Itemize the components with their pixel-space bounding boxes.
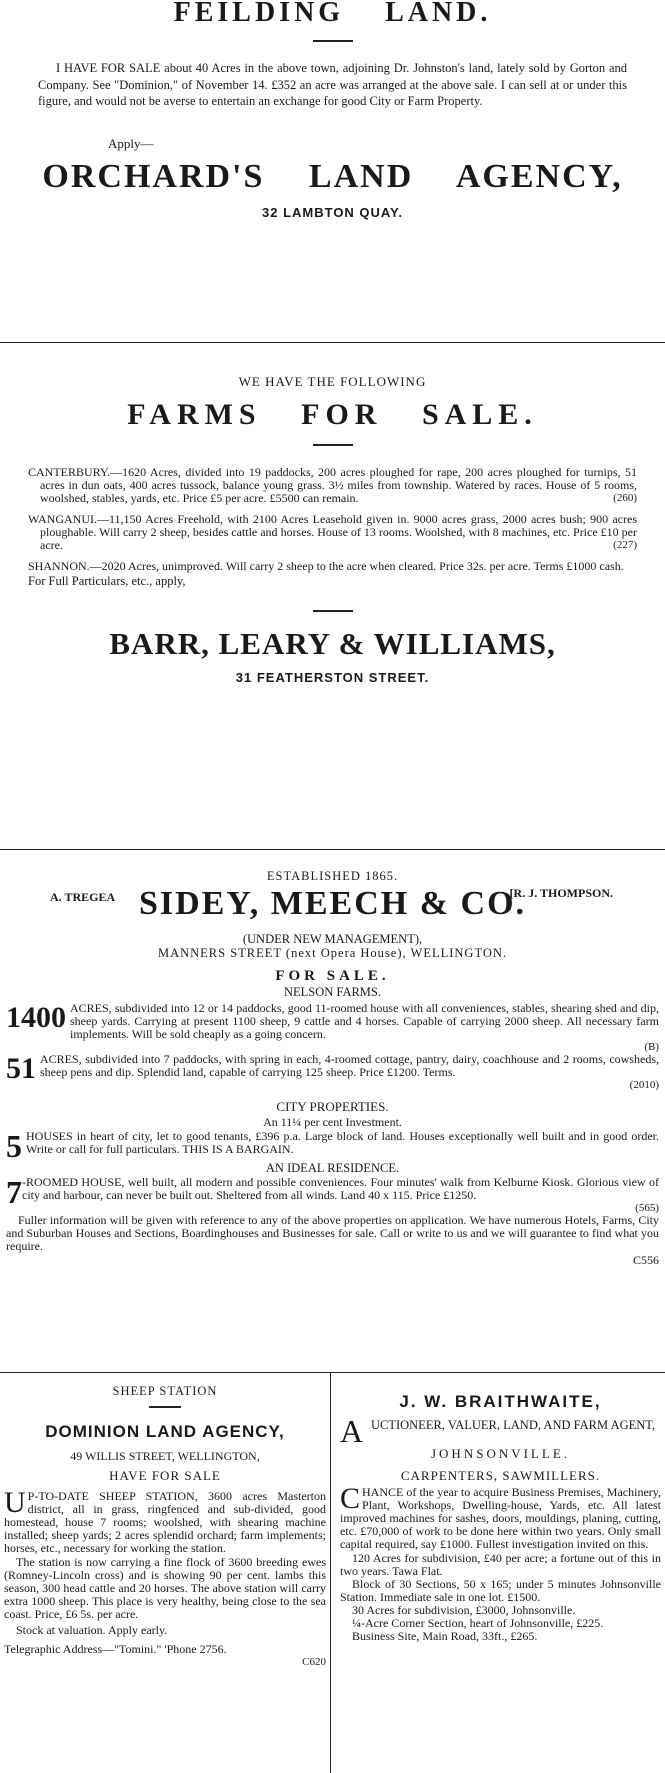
ad-code: C620 — [302, 1656, 326, 1668]
drop-cap: A — [340, 1418, 364, 1444]
listing-number: 1400 — [6, 1002, 66, 1034]
listing-ref: (B) — [644, 1041, 659, 1053]
farm-item — [28, 560, 637, 573]
column-divider — [330, 1373, 331, 1773]
para-3: Block of 30 Sections, 50 x 165; under 5 minutes Johnsonville Station. Immediate sale in one lot. £1500. — [340, 1577, 661, 1604]
ad-body: I HAVE FOR SALE about 40 Acres in the above town, adjoining Dr. Johnston's land, lately sold by Gorton and Company. See "Dominion," of November 14. £352 an acre was arranged at the above sale. I can sell at or under this figure, and would not be averse to entertain an exchange for good City or Farm Property. — [38, 61, 627, 109]
braithwaite-ad — [340, 1380, 661, 1773]
divider — [313, 444, 353, 446]
farm-shannon: SHANNON.—2020 Acres, unimproved. Will carry 2 sheep to the acre when cleared. Price 32s. per acre. Terms £1000 cash. — [28, 559, 624, 573]
ideal-residence: AN IDEAL RESIDENCE. — [265, 1161, 400, 1175]
divider — [313, 610, 353, 612]
telegraphic: Telegraphic Address—"Tomini." 'Phone 2756. — [4, 1642, 227, 1656]
listing-text: -ROOMED HOUSE, well built, all modern and possible conveniences. Four minutes' walk from Kelburne Kiosk. Glorious view of city and harbour, can never be built out. Sheltered from all winds. Land 40 x 115. Price £1250. — [22, 1176, 659, 1202]
listing-text: HOUSES in heart of city, let to good tenants, £396 p.a. Large block of land. Houses exceptionally well built and in good order. Write or call for full particulars. THIS IS A BARGAIN. — [26, 1130, 659, 1156]
drop-cap: U — [4, 1486, 26, 1519]
farm-item — [28, 513, 637, 552]
street: MANNERS STREET (next Opera House), WELLINGTON. — [157, 946, 508, 960]
drop-cap: C — [340, 1482, 361, 1515]
listing-1400 — [6, 1002, 659, 1053]
ad-heading: SHEEP STATION — [112, 1384, 218, 1398]
apply-label: Apply— — [108, 135, 154, 151]
management: (UNDER NEW MANAGEMENT), — [242, 932, 423, 946]
sidey-meech-ad — [0, 855, 665, 1370]
agency-address: 49 WILLIS STREET, WELLINGTON, — [70, 1449, 260, 1463]
listings — [340, 1482, 661, 1643]
partner-left: A. TREGEA — [50, 890, 116, 904]
city-properties: CITY PROPERTIES. — [276, 1099, 389, 1114]
farm-wanganui: WANGANUI.—11,150 Acres Freehold, with 2100 Acres Leasehold given in. 9000 acres grass, 2000 acres bush; 900 acres ploughable. Will carry 2 sheep, besides cattle and horses. House of 13 rooms. Woolshed, with 8 machines, etc. Price £10 per acre. — [28, 512, 637, 552]
sheep-station-ad — [4, 1380, 326, 1773]
listings — [6, 1002, 659, 1267]
for-sale: FOR SALE. — [275, 968, 390, 984]
agency-name: ORCHARD'S LAND AGENCY, — [42, 157, 623, 195]
nelson-farms: NELSON FARMS. — [283, 985, 381, 999]
investment: An 11¼ per cent Investment. — [263, 1115, 402, 1129]
firm-name: SIDEY, MEECH & CO. — [138, 885, 527, 922]
listing-text: ACRES, subdivided into 12 or 14 paddocks, good 11-roomed house with all conveniences, stables, shearing shed and dip, sheep yards. Carrying at present 1100 sheep, 9 cattle and 4 horses. Capable of carrying 2000 sheep. All necessary farm implements. Will be sold cheaply as a going concern. — [70, 1002, 659, 1041]
station-desc — [4, 1486, 326, 1668]
listing-houses — [6, 1130, 659, 1159]
farms-for-sale-ad — [0, 350, 665, 750]
stock-note: Stock at valuation. Apply early. — [16, 1623, 168, 1637]
fuller-info: Fuller information will be given with reference to any of the above properties on application. We have numerous Hotels, Farms, City and Suburban Houses and Sections, Boardinghouses and Businesses for sale. Call or write to us and we will guarantee to find what you require. — [6, 1213, 659, 1253]
rule — [0, 342, 665, 343]
feilding-land-ad — [0, 0, 665, 340]
farm-list — [28, 466, 637, 588]
have-for-sale: HAVE FOR SALE — [109, 1468, 221, 1483]
agent-title — [340, 1418, 661, 1444]
firm-name: BARR, LEARY & WILLIAMS, — [109, 626, 556, 661]
trades: CARPENTERS, SAWMILLERS. — [400, 1468, 601, 1483]
agency-name: DOMINION LAND AGENCY, — [45, 1422, 285, 1441]
listing-number: 51 — [6, 1053, 36, 1085]
listing-7-room — [6, 1176, 659, 1214]
para-4: 30 Acres for subdivision, £3000, Johnsonville. — [352, 1603, 576, 1617]
divider — [313, 40, 353, 42]
farm-ref: (227) — [613, 539, 637, 551]
farm-canterbury: CANTERBURY.—1620 Acres, divided into 19 paddocks, 200 acres ploughed for rape, 200 acres ploughed for turnips, 51 acres in dun oats, 400 acres tussock, balance young grass. 3½ miles from township. Watered by races. House of 5 rooms, woolshed, stables, yards, etc. Price £5 per acre. £5500 can remain. — [28, 465, 637, 505]
rule — [0, 849, 665, 850]
ad-intro: WE HAVE THE FOLLOWING — [238, 374, 427, 389]
partner-right: [R. J. THOMPSON. — [509, 886, 613, 900]
para-5: ¼-Acre Corner Section, heart of Johnsonville, £225. — [352, 1616, 604, 1630]
ad-title: FARMS FOR SALE. — [127, 398, 538, 431]
para-1: HANCE of the year to acquire Business Premises, Machinery, Plant, Workshops, Dwelling-house, Yards, etc. All latest improved machines for sashes, doors, mouldings, planing, cutting, etc. £70,000 of work to be done here within two years. Only small capital required, say £1000. Fullest investigation invited on this. — [340, 1485, 661, 1551]
agent-name: J. W. BRAITHWAITE, — [399, 1392, 602, 1411]
agency-address: 32 LAMBTON QUAY. — [262, 204, 403, 220]
firm-address: 31 FEATHERSTON STREET. — [235, 670, 430, 685]
rule — [0, 1372, 665, 1373]
listing-number: 5 — [6, 1130, 22, 1159]
para-2: 120 Acres for subdivision, £40 per acre; a fortune out of this in two years. Tawa Flat. — [340, 1551, 661, 1578]
ad-code: C556 — [632, 1253, 659, 1267]
listing-text: ACRES, subdivided into 7 paddocks, with spring in each, 4-roomed cottage, pantry, dairy, coachhouse and 2 rooms, cowsheds, sheep pens and dip. Splendid land, capable of carrying 125 sheep. Price £1200. Terms. — [40, 1053, 659, 1079]
particulars: For Full Particulars, etc., apply, — [28, 574, 186, 588]
para-1: P-TO-DATE SHEEP STATION, 3600 acres Masterton district, all in grass, ringfenced and sub-divided, good homestead, house 7 rooms; woolshed, with shearing machine installed; sheep yards; 2 acres splendid orchard; farm implements; horses, etc., necessary for working the station. — [4, 1489, 326, 1555]
listing-ref: (2010) — [629, 1079, 659, 1091]
listing-number: 7 — [6, 1176, 22, 1210]
farm-item — [28, 466, 637, 505]
agent-role: UCTIONEER, VALUER, LAND, AND FARM AGENT, — [370, 1418, 656, 1432]
firm-header — [0, 884, 665, 932]
established: ESTABLISHED 1865. — [266, 869, 399, 883]
listing-ref: (565) — [635, 1202, 659, 1214]
town: JOHNSONVILLE. — [430, 1446, 571, 1461]
farm-ref: (260) — [613, 492, 637, 504]
ad-title: FEILDING LAND. — [173, 0, 492, 28]
listing-51 — [6, 1053, 659, 1091]
divider — [149, 1406, 181, 1408]
para-2: The station is now carrying a fine flock of 3600 breeding ewes (Romney-Lincoln cross) and is showing 90 per cent. lambs this season, 300 head cattle and 20 horses. The above station will carry extra 1000 sheep. This place is very healthy, being close to the sea coast. Price, £6 5s. per acre. — [4, 1555, 326, 1621]
para-6: Business Site, Main Road, 33ft., £265. — [352, 1629, 538, 1643]
